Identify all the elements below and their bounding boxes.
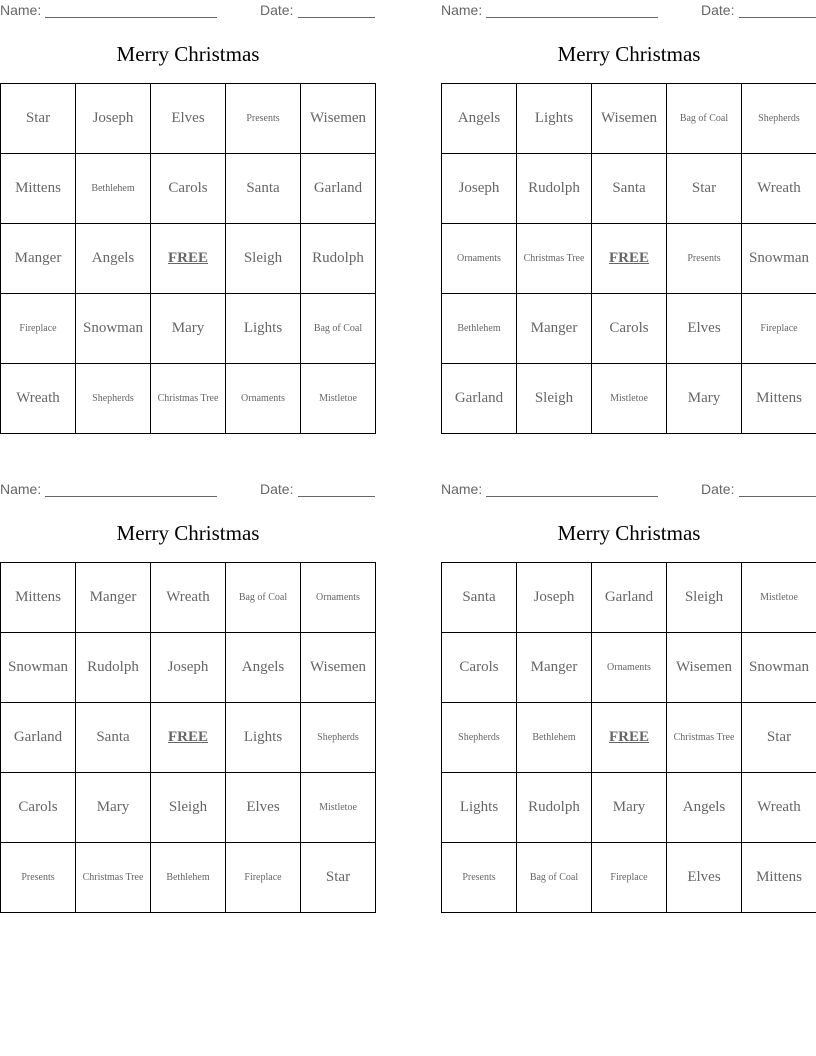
bingo-cell: Wreath (742, 154, 816, 224)
bingo-cell: Lights (442, 773, 517, 843)
date-line (739, 496, 816, 497)
bingo-card (441, 479, 816, 911)
bingo-cell: Star (1, 84, 76, 154)
bingo-cell: Mistletoe (742, 563, 816, 633)
bingo-cell: Presents (442, 843, 517, 913)
bingo-cell: Lights (226, 703, 301, 773)
date-label: Date: (701, 481, 735, 497)
bingo-cell: Elves (667, 294, 742, 364)
grid-row (442, 84, 816, 154)
bingo-cell: Bag of Coal (301, 294, 376, 364)
bingo-cell: Christmas Tree (76, 843, 151, 913)
bingo-cell: Shepherds (442, 703, 517, 773)
bingo-cell: Snowman (742, 224, 816, 294)
card-title: Merry Christmas (116, 521, 260, 545)
bingo-cell: Angels (442, 84, 517, 154)
bingo-cell: Bag of Coal (667, 84, 742, 154)
date-label: Date: (701, 2, 735, 18)
bingo-card (441, 0, 816, 432)
bingo-cell: Garland (592, 563, 667, 633)
bingo-cell: Bethlehem (151, 843, 226, 913)
bingo-cell: Mittens (742, 843, 816, 913)
grid-row (442, 154, 816, 224)
free-space-cell: FREE (592, 703, 667, 773)
bingo-cell: Mistletoe (301, 364, 376, 434)
bingo-cell: Carols (151, 154, 226, 224)
bingo-cell: Presents (226, 84, 301, 154)
card-title: Merry Christmas (557, 42, 701, 66)
bingo-cell: Presents (667, 224, 742, 294)
grid-row (1, 154, 376, 224)
bingo-cell: Angels (226, 633, 301, 703)
name-line (486, 496, 658, 497)
grid-row (442, 364, 816, 434)
bingo-cell: Fireplace (1, 294, 76, 364)
card-header (0, 2, 376, 20)
bingo-cell: Garland (442, 364, 517, 434)
card-header (441, 481, 816, 499)
card-header (441, 2, 816, 20)
bingo-grid (441, 562, 816, 913)
grid-row (1, 773, 376, 843)
name-line (486, 17, 658, 18)
bingo-cell: Manger (517, 294, 592, 364)
grid-row (1, 633, 376, 703)
bingo-cell: Mittens (742, 364, 816, 434)
bingo-cell: Ornaments (226, 364, 301, 434)
bingo-cell: Joseph (517, 563, 592, 633)
grid-row (442, 294, 816, 364)
grid-row (1, 703, 376, 773)
card-title: Merry Christmas (116, 42, 260, 66)
bingo-grid (441, 83, 816, 434)
card-header (0, 481, 376, 499)
grid-row (442, 563, 816, 633)
bingo-grid (0, 562, 376, 913)
grid-row (442, 633, 816, 703)
bingo-card (0, 479, 376, 911)
bingo-cell: Snowman (76, 294, 151, 364)
bingo-cell: Elves (226, 773, 301, 843)
bingo-cell: Manger (76, 563, 151, 633)
bingo-cell: Lights (226, 294, 301, 364)
grid-row (442, 773, 816, 843)
bingo-cell: Sleigh (151, 773, 226, 843)
bingo-card (0, 0, 376, 432)
bingo-cell: Rudolph (517, 773, 592, 843)
date-line (739, 17, 816, 18)
bingo-cell: Ornaments (592, 633, 667, 703)
bingo-cell: Angels (667, 773, 742, 843)
bingo-cell: Mittens (1, 563, 76, 633)
bingo-cell: Santa (592, 154, 667, 224)
date-line (298, 17, 375, 18)
bingo-cell: Garland (301, 154, 376, 224)
bingo-cell: Carols (442, 633, 517, 703)
bingo-cell: Star (301, 843, 376, 913)
bingo-cell: Carols (1, 773, 76, 843)
grid-row (1, 843, 376, 913)
bingo-cell: Sleigh (517, 364, 592, 434)
bingo-cell: Carols (592, 294, 667, 364)
bingo-cell: Mistletoe (592, 364, 667, 434)
bingo-cell: Joseph (442, 154, 517, 224)
bingo-cell: Star (667, 154, 742, 224)
bingo-cell: Fireplace (592, 843, 667, 913)
bingo-cell: Mary (151, 294, 226, 364)
name-label: Name: (0, 2, 42, 18)
bingo-cell: Star (742, 703, 816, 773)
bingo-cell: Ornaments (301, 563, 376, 633)
free-space-cell: FREE (151, 703, 226, 773)
name-line (45, 17, 217, 18)
bingo-cell: Shepherds (301, 703, 376, 773)
bingo-cell: Wreath (1, 364, 76, 434)
grid-row (1, 84, 376, 154)
name-label: Name: (0, 481, 42, 497)
bingo-cell: Shepherds (76, 364, 151, 434)
free-space-cell: FREE (592, 224, 667, 294)
name-line (45, 496, 217, 497)
grid-row (1, 364, 376, 434)
grid-row (442, 843, 816, 913)
grid-row (442, 224, 816, 294)
name-label: Name: (441, 2, 483, 18)
grid-row (1, 294, 376, 364)
bingo-cell: Lights (517, 84, 592, 154)
grid-row (442, 703, 816, 773)
bingo-cell: Fireplace (742, 294, 816, 364)
grid-row (1, 224, 376, 294)
name-label: Name: (441, 481, 483, 497)
bingo-cell: Manger (1, 224, 76, 294)
bingo-cell: Bag of Coal (226, 563, 301, 633)
bingo-cell: Wisemen (301, 633, 376, 703)
bingo-cell: Wreath (742, 773, 816, 843)
card-title: Merry Christmas (557, 521, 701, 545)
bingo-cell: Shepherds (742, 84, 816, 154)
bingo-cell: Santa (442, 563, 517, 633)
bingo-cell: Santa (226, 154, 301, 224)
bingo-cell: Garland (1, 703, 76, 773)
bingo-cell: Mary (76, 773, 151, 843)
bingo-cell: Wisemen (667, 633, 742, 703)
bingo-cell: Mary (667, 364, 742, 434)
bingo-cell: Wisemen (301, 84, 376, 154)
bingo-cell: Presents (1, 843, 76, 913)
bingo-cell: Christmas Tree (151, 364, 226, 434)
free-space-cell: FREE (151, 224, 226, 294)
bingo-cell: Elves (151, 84, 226, 154)
grid-row (1, 563, 376, 633)
bingo-cell: Wisemen (592, 84, 667, 154)
bingo-cell: Bag of Coal (517, 843, 592, 913)
bingo-cell: Fireplace (226, 843, 301, 913)
bingo-cell: Sleigh (667, 563, 742, 633)
bingo-cell: Bethlehem (517, 703, 592, 773)
bingo-cell: Christmas Tree (517, 224, 592, 294)
bingo-cell: Sleigh (226, 224, 301, 294)
bingo-cell: Bethlehem (442, 294, 517, 364)
bingo-cell: Wreath (151, 563, 226, 633)
bingo-cell: Santa (76, 703, 151, 773)
bingo-cell: Bethlehem (76, 154, 151, 224)
bingo-cell: Mary (592, 773, 667, 843)
bingo-cell: Joseph (76, 84, 151, 154)
bingo-cell: Snowman (1, 633, 76, 703)
bingo-cell: Rudolph (76, 633, 151, 703)
bingo-cell: Mittens (1, 154, 76, 224)
bingo-cell: Rudolph (301, 224, 376, 294)
bingo-cell: Joseph (151, 633, 226, 703)
bingo-cell: Christmas Tree (667, 703, 742, 773)
bingo-cell: Rudolph (517, 154, 592, 224)
bingo-cell: Elves (667, 843, 742, 913)
date-line (298, 496, 375, 497)
bingo-cell: Snowman (742, 633, 816, 703)
date-label: Date: (260, 2, 294, 18)
bingo-cell: Angels (76, 224, 151, 294)
date-label: Date: (260, 481, 294, 497)
bingo-cell: Ornaments (442, 224, 517, 294)
bingo-grid (0, 83, 376, 434)
bingo-cell: Mistletoe (301, 773, 376, 843)
bingo-cell: Manger (517, 633, 592, 703)
